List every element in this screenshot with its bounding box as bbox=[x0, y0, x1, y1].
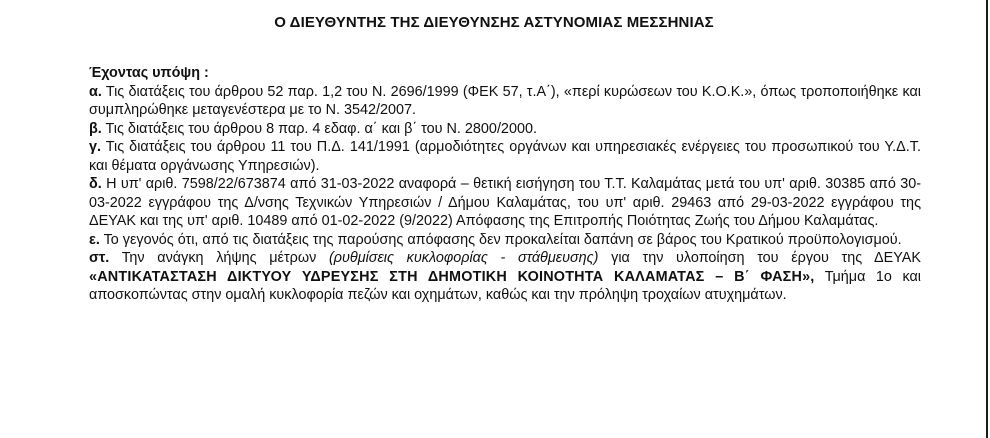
considerations-block bbox=[89, 64, 921, 305]
item-c-text: Τις διατάξεις του άρθρου 11 του Π.Δ. 141/1991 (αρμοδιότητες οργάνων και υπηρεσιακές ενέργειες του προσωπικού του Υ.Δ.Τ. και θέματα οργάνωσης Υπηρεσιών). bbox=[89, 139, 921, 174]
item-f bbox=[89, 249, 921, 305]
item-d-label: δ. bbox=[89, 176, 102, 192]
item-c-label: γ. bbox=[89, 139, 102, 155]
item-b bbox=[89, 120, 921, 139]
item-e-label: ε. bbox=[89, 231, 100, 248]
item-e bbox=[89, 231, 921, 250]
item-d-text: Η υπ' αριθ. 7598/22/673874 από 31-03-2022 αναφορά – θετική εισήγηση του Τ.Τ. Καλαμάτας μετά του υπ' αριθ. 30385 από 30-03-2022 εγγράφου της Δ/νσης Τεχνικών Υπηρεσιών / Δήμου Καλαμάτας, του υπ' αριθ. 29463 από 29-03-2022 εγγράφου της ΔΕΥΑΚ και της υπ' αριθ. 10489 από 01-02-2022 (9/2022) Απόφασης της Επιτροπής Ποιότητας Ζωής του Δήμου Καλαμάτας. bbox=[89, 176, 922, 229]
item-f-italic: (ρυθμίσεις κυκλοφορίας - στάθμευσης) bbox=[328, 250, 599, 266]
item-e-text: Το γεγονός ότι, από τις διατάξεις της παρούσης απόφασης δεν προκαλείται δαπάνη σε βάρος του Κρατικού προϋπολογισμού. bbox=[103, 231, 902, 248]
item-f-text-mid: για την υλοποίηση του έργου της ΔΕΥΑΚ bbox=[611, 250, 921, 266]
item-a-label: α. bbox=[89, 83, 102, 100]
item-f-text-after: Τμήμα 1ο και αποσκοπώντας στην ομαλή κυκλοφορία πεζών και οχημάτων, καθώς και την πρόληψη τροχαίων ατυχημάτων. bbox=[89, 268, 921, 303]
right-border-rule bbox=[986, 0, 988, 438]
item-d bbox=[89, 175, 921, 231]
document-title: Ο ΔΙΕΥΘΥΝΤΗΣ ΤΗΣ ΔΙΕΥΘΥΝΣΗΣ ΑΣΤΥΝΟΜΙΑΣ ΜΕΣΣΗΝΙΑΣ bbox=[274, 14, 714, 31]
item-c bbox=[89, 138, 921, 175]
item-f-label: στ. bbox=[89, 250, 110, 266]
item-a bbox=[89, 83, 921, 120]
project-title: «ΑΝΤΙΚΑΤΑΣΤΑΣΗ ΔΙΚΤΥΟΥ ΥΔΡΕΥΣΗΣ ΣΤΗ ΔΗΜΟΤΙΚΗ ΚΟΙΝΟΤΗΤΑ ΚΑΛΑΜΑΤΑΣ – Β΄ ΦΑΣΗ», bbox=[89, 268, 815, 285]
item-b-label: β. bbox=[89, 120, 102, 137]
item-f-text-before: Την ανάγκη λήψης μέτρων bbox=[121, 250, 317, 266]
considerations-heading: Έχοντας υπόψη : bbox=[89, 65, 209, 81]
item-a-text: Τις διατάξεις του άρθρου 52 παρ. 1,2 του Ν. 2696/1999 (ΦΕΚ 57, τ.Α΄), «περί κυρώσεων του Κ.Ο.Κ.», όπως τροποποιήθηκε και συμπληρώθηκε μεταγενέστερα με το Ν. 3542/2007. bbox=[89, 83, 921, 118]
item-b-text: Τις διατάξεις του άρθρου 8 παρ. 4 εδαφ. α΄ και β΄ του Ν. 2800/2000. bbox=[105, 120, 537, 137]
